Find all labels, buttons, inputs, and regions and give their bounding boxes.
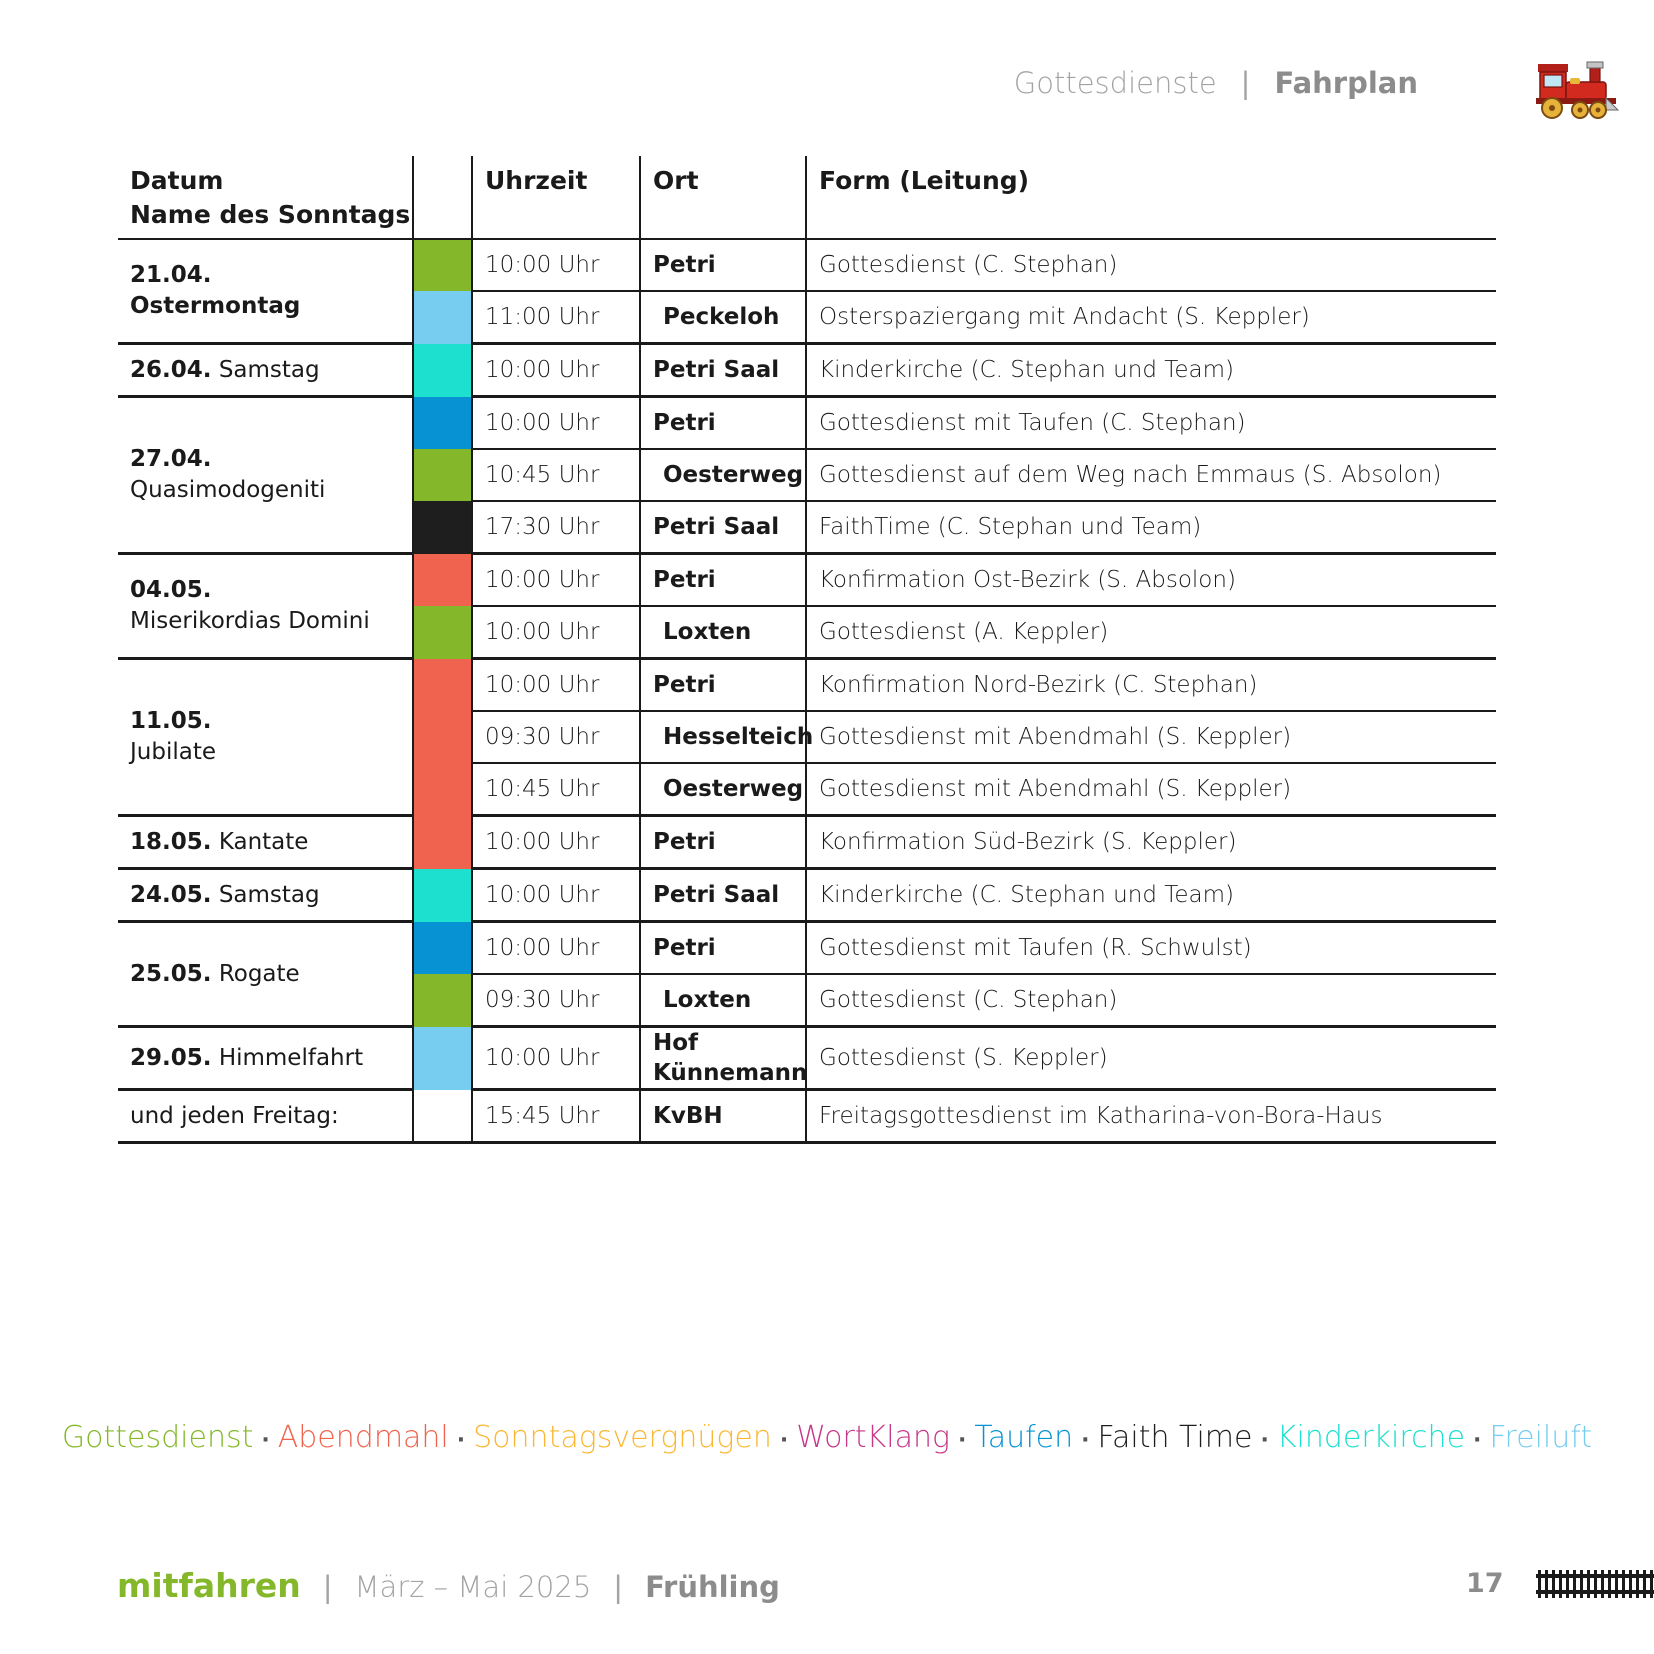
time-cell: 17:30 Uhr <box>472 501 640 554</box>
color-swatch <box>413 869 472 922</box>
color-swatch <box>413 974 472 1027</box>
legend-separator: · <box>1473 1428 1482 1453</box>
schedule-table <box>118 156 1496 1144</box>
time-cell: 15:45 Uhr <box>472 1090 640 1143</box>
page-header <box>1014 66 1418 100</box>
table-row <box>118 922 1496 975</box>
legend-item: Sonntagsvergnügen <box>473 1420 772 1455</box>
date-cell <box>118 659 413 816</box>
table-row <box>118 1027 1496 1090</box>
date-value: 27.04. <box>130 446 212 472</box>
service-form-cell: FaithTime (C. Stephan und Team) <box>806 501 1496 554</box>
service-form-cell: Gottesdienst mit Abendmahl (S. Keppler) <box>806 711 1496 763</box>
legend-separator: · <box>1260 1428 1269 1453</box>
color-swatch <box>413 711 472 763</box>
place-cell: KvBH <box>640 1090 806 1143</box>
table-row <box>118 1090 1496 1143</box>
legend-item: Kinderkirche <box>1276 1420 1466 1455</box>
color-swatch <box>413 397 472 450</box>
legend-item: Gottesdienst <box>61 1420 254 1455</box>
date-cell <box>118 1027 413 1090</box>
place-cell: Petri <box>640 239 806 291</box>
time-cell: 10:00 Uhr <box>472 344 640 397</box>
service-form-cell: Konfirmation Nord-Bezirk (C. Stephan) <box>806 659 1496 712</box>
time-cell: 10:00 Uhr <box>472 1027 640 1090</box>
date-value: 18.05. <box>130 828 212 855</box>
date-cell <box>118 554 413 659</box>
service-form-cell: Gottesdienst (S. Keppler) <box>806 1027 1496 1090</box>
date-value: 04.05. <box>130 577 212 603</box>
time-cell: 10:00 Uhr <box>472 397 640 450</box>
place-cell: Petri <box>640 816 806 869</box>
legend-separator: · <box>1081 1428 1090 1453</box>
season-label: Frühling <box>645 1570 780 1604</box>
color-swatch <box>413 291 472 344</box>
time-cell: 09:30 Uhr <box>472 711 640 763</box>
service-form-cell: Gottesdienst (C. Stephan) <box>806 239 1496 291</box>
date-value: 11.05. <box>130 708 212 734</box>
color-swatch <box>413 344 472 397</box>
sunday-name: Rogate <box>218 960 300 987</box>
header-color <box>413 156 472 239</box>
legend-item: Freiluft <box>1489 1420 1593 1455</box>
legend-separator: · <box>779 1428 789 1453</box>
place-cell: Petri <box>640 554 806 607</box>
color-swatch <box>413 763 472 816</box>
service-form-cell: Kinderkirche (C. Stephan und Team) <box>806 869 1496 922</box>
place-cell: Hof Künnemann <box>640 1027 806 1090</box>
date-value: 24.05. <box>130 881 212 908</box>
page-title: Fahrplan <box>1274 66 1418 100</box>
place-cell: Petri <box>640 659 806 712</box>
service-form-cell: Gottesdienst auf dem Weg nach Emmaus (S. Absolon) <box>806 449 1496 501</box>
date-value: 25.05. <box>130 960 212 987</box>
color-swatch <box>413 239 472 291</box>
sunday-name: Himmelfahrt <box>218 1044 364 1071</box>
place-cell: Loxten <box>640 606 806 659</box>
color-legend <box>0 1420 1654 1455</box>
sunday-name: und jeden Freitag: <box>130 1102 339 1129</box>
place-cell: Loxten <box>640 974 806 1027</box>
time-cell: 10:00 Uhr <box>472 606 640 659</box>
time-cell: 09:30 Uhr <box>472 974 640 1027</box>
place-cell: Oesterweg <box>640 763 806 816</box>
service-form-cell: Konfirmation Süd-Bezirk (S. Keppler) <box>806 816 1496 869</box>
date-value: 29.05. <box>130 1044 212 1071</box>
time-cell: 10:00 Uhr <box>472 922 640 975</box>
table-header-row <box>118 156 1496 239</box>
sunday-name: Samstag <box>218 881 320 908</box>
legend-separator: · <box>958 1428 967 1453</box>
place-cell: Petri <box>640 922 806 975</box>
legend-item: Taufen <box>974 1420 1074 1455</box>
color-swatch <box>413 922 472 975</box>
sunday-name: Kantate <box>218 828 309 855</box>
time-cell: 10:00 Uhr <box>472 869 640 922</box>
date-value: 21.04. <box>130 262 212 288</box>
page-footer <box>117 1566 780 1605</box>
date-cell <box>118 1090 413 1143</box>
place-cell: Peckeloh <box>640 291 806 344</box>
time-cell: 11:00 Uhr <box>472 291 640 344</box>
legend-item: Abendmahl <box>277 1420 449 1455</box>
header-date: Datum Name des Sonntags <box>118 156 413 239</box>
service-form-cell: Gottesdienst (C. Stephan) <box>806 974 1496 1027</box>
table-row <box>118 344 1496 397</box>
table-row <box>118 397 1496 450</box>
color-swatch <box>413 659 472 712</box>
date-cell <box>118 239 413 344</box>
header-time: Uhrzeit <box>472 156 640 239</box>
service-form-cell: Freitagsgottesdienst im Katharina-von-Bora-Haus <box>806 1090 1496 1143</box>
color-swatch <box>413 606 472 659</box>
place-cell: Petri Saal <box>640 869 806 922</box>
sunday-name: Samstag <box>218 356 320 383</box>
table-row <box>118 554 1496 607</box>
color-swatch <box>413 1027 472 1090</box>
legend-separator: · <box>261 1428 270 1453</box>
date-cell <box>118 869 413 922</box>
table-row <box>118 239 1496 291</box>
legend-separator: · <box>456 1428 466 1453</box>
time-cell: 10:00 Uhr <box>472 239 640 291</box>
service-form-cell: Gottesdienst mit Abendmahl (S. Keppler) <box>806 763 1496 816</box>
legend-item: WortKlang <box>796 1420 950 1455</box>
service-form-cell: Osterspaziergang mit Andacht (S. Keppler) <box>806 291 1496 344</box>
rail-track-icon <box>1536 1568 1654 1600</box>
time-cell: 10:00 Uhr <box>472 659 640 712</box>
date-value: 26.04. <box>130 356 212 383</box>
sunday-name: Miserikordias Domini <box>130 608 370 634</box>
table-row <box>118 659 1496 712</box>
date-cell <box>118 344 413 397</box>
header-form: Form (Leitung) <box>806 156 1496 239</box>
header-place: Ort <box>640 156 806 239</box>
legend-item: Faith Time <box>1097 1420 1253 1455</box>
footer-separator: | <box>322 1570 333 1604</box>
service-form-cell: Gottesdienst mit Taufen (C. Stephan) <box>806 397 1496 450</box>
time-cell: 10:45 Uhr <box>472 449 640 501</box>
place-cell: Oesterweg <box>640 449 806 501</box>
sunday-name: Quasimodogeniti <box>130 477 326 503</box>
sunday-name: Jubilate <box>130 739 217 765</box>
place-cell: Petri <box>640 397 806 450</box>
time-cell: 10:00 Uhr <box>472 554 640 607</box>
train-icon <box>1534 54 1620 120</box>
color-swatch <box>413 1090 472 1143</box>
sunday-name: Ostermontag <box>130 293 301 319</box>
time-cell: 10:00 Uhr <box>472 816 640 869</box>
color-swatch <box>413 449 472 501</box>
brand-name: mitfahren <box>117 1566 301 1605</box>
section-title: Gottesdienste <box>1013 66 1217 100</box>
date-cell <box>118 397 413 554</box>
service-form-cell: Kinderkirche (C. Stephan und Team) <box>806 344 1496 397</box>
color-swatch <box>413 816 472 869</box>
date-cell <box>118 922 413 1027</box>
place-cell: Petri Saal <box>640 344 806 397</box>
color-swatch <box>413 554 472 607</box>
date-cell <box>118 816 413 869</box>
place-cell: Petri Saal <box>640 501 806 554</box>
service-form-cell: Konfirmation Ost-Bezirk (S. Absolon) <box>806 554 1496 607</box>
header-separator: | <box>1240 66 1251 100</box>
page-number: 17 <box>1466 1568 1504 1599</box>
service-form-cell: Gottesdienst mit Taufen (R. Schwulst) <box>806 922 1496 975</box>
issue-period: März – Mai 2025 <box>354 1570 592 1604</box>
color-swatch <box>413 501 472 554</box>
footer-separator: | <box>613 1570 624 1604</box>
time-cell: 10:45 Uhr <box>472 763 640 816</box>
table-row <box>118 869 1496 922</box>
place-cell: Hesselteich <box>640 711 806 763</box>
service-form-cell: Gottesdienst (A. Keppler) <box>806 606 1496 659</box>
table-row <box>118 816 1496 869</box>
